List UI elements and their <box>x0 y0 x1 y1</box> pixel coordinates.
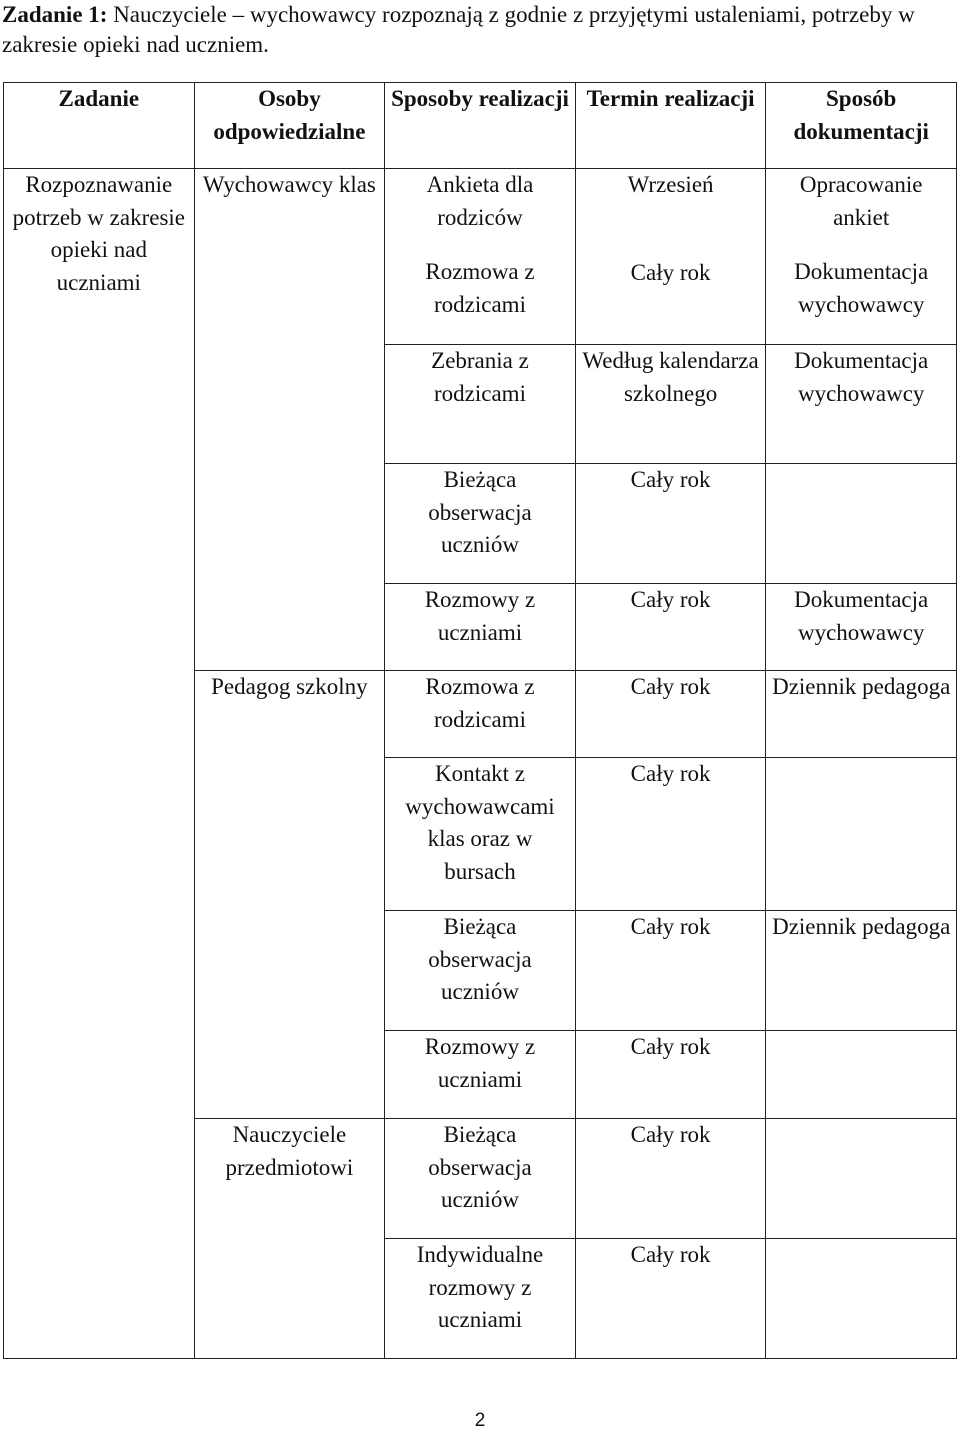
header-documentation: Sposób dokumentacji <box>766 83 957 169</box>
doc-cell <box>766 1031 957 1119</box>
table-header-row <box>4 83 957 169</box>
doc-cell <box>766 758 957 911</box>
doc-text: Opracowanie ankiet <box>799 172 923 230</box>
header-task: Zadanie <box>4 83 195 169</box>
method-cell: Bieżąca obserwacja uczniów <box>385 464 576 584</box>
doc-cell <box>766 1239 957 1359</box>
doc-cell: Dokumentacja wychowawcy <box>766 584 957 671</box>
doc-cell <box>766 169 957 345</box>
method-cell: Bieżąca obserwacja uczniów <box>385 1119 576 1239</box>
term-cell: Cały rok <box>575 758 766 911</box>
doc-cell: Dziennik pedagoga <box>766 911 957 1031</box>
doc-text: Dokumentacja wychowawcy <box>794 259 929 317</box>
task-cell: Rozpoznawanie potrzeb w zakresie opieki nad uczniami <box>4 169 195 1359</box>
method-cell: Kontakt z wychowawcami klas oraz w bursach <box>385 758 576 911</box>
header-persons: Osoby odpowiedzialne <box>194 83 385 169</box>
doc-cell: Dokumentacja wychowawcy <box>766 345 957 464</box>
method-text: Ankieta dla rodziców <box>426 172 534 230</box>
term-text: Cały rok <box>630 259 711 285</box>
method-cell: Indywidualne rozmowy z uczniami <box>385 1239 576 1359</box>
method-cell: Rozmowa z rodzicami <box>385 671 576 758</box>
task-label: Zadanie 1: <box>2 2 108 27</box>
person-cell: Pedagog szkolny <box>194 671 385 1119</box>
term-cell: Cały rok <box>575 584 766 671</box>
page-number: 2 <box>474 1410 486 1431</box>
term-cell: Cały rok <box>575 911 766 1031</box>
term-cell: Cały rok <box>575 671 766 758</box>
doc-cell <box>766 1119 957 1239</box>
term-cell: Cały rok <box>575 1239 766 1359</box>
intro-paragraph <box>2 0 942 60</box>
intro-text: Nauczyciele – wychowawcy rozpoznają z godnie z przyjętymi ustaleniami, potrzeby w zakresie opieki nad uczniem. <box>2 2 915 57</box>
person-cell: Wychowawcy klas <box>194 169 385 671</box>
table-row <box>4 169 957 257</box>
method-cell <box>385 169 576 345</box>
method-cell: Rozmowy z uczniami <box>385 1031 576 1119</box>
header-term: Termin realizacji <box>575 83 766 169</box>
term-text: Wrzesień <box>627 172 714 197</box>
doc-cell: Dziennik pedagoga <box>766 671 957 758</box>
term-cell: Cały rok <box>575 1119 766 1239</box>
method-cell: Rozmowy z uczniami <box>385 584 576 671</box>
care-plan-table <box>3 82 957 1359</box>
person-cell: Nauczyciele przedmiotowi <box>194 1119 385 1359</box>
doc-cell <box>766 464 957 584</box>
method-cell: Bieżąca obserwacja uczniów <box>385 911 576 1031</box>
term-cell: Według kalendarza szkolnego <box>575 345 766 464</box>
method-cell: Zebrania z rodzicami <box>385 345 576 464</box>
term-cell <box>575 169 766 345</box>
header-methods: Sposoby realizacji <box>385 83 576 169</box>
term-cell: Cały rok <box>575 464 766 584</box>
method-text: Rozmowa z rodzicami <box>425 259 535 317</box>
term-cell: Cały rok <box>575 1031 766 1119</box>
